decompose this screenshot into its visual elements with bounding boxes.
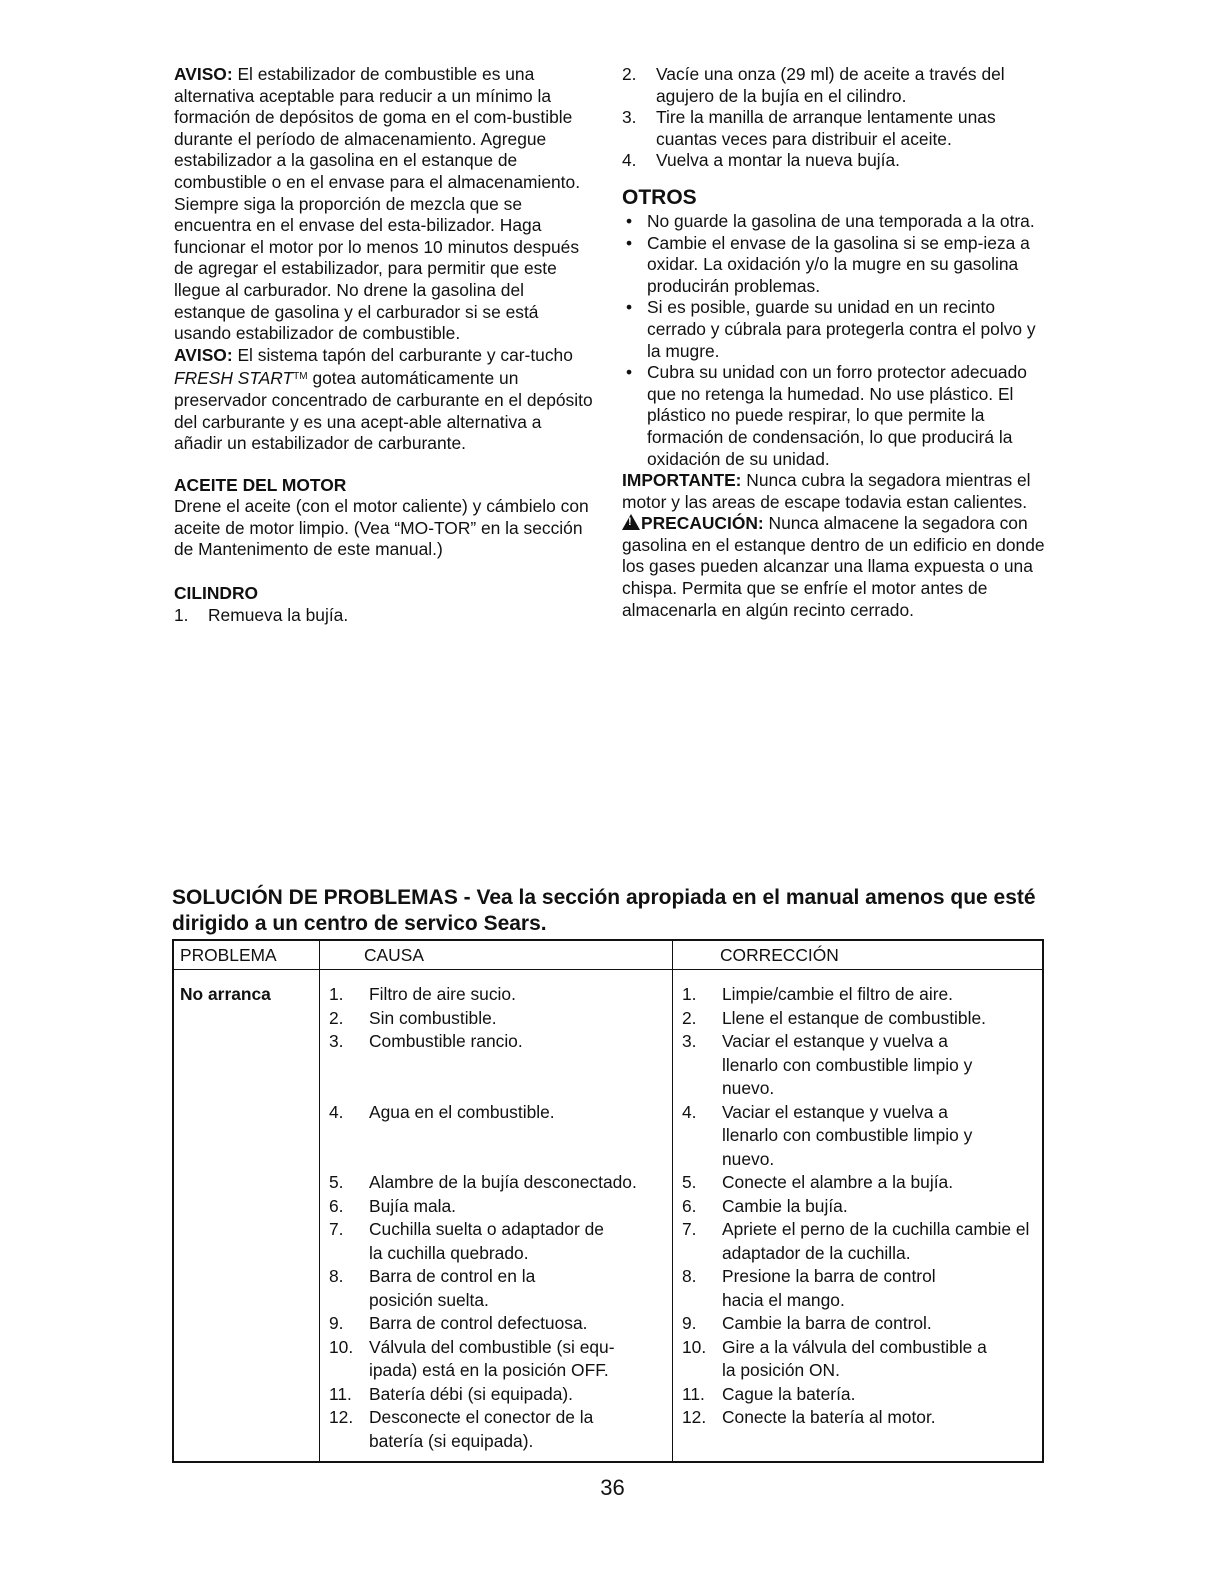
cause-item [329,1195,674,1219]
correction-item [682,1406,1042,1430]
bullet-item [622,233,1052,298]
list-text: Vacíe una onza (29 ml) de aceite a través del agujero de la bujía en el cilindro. [656,64,1005,106]
correction-text: Vaciar el estanque y vuelva a llenarlo con combustible limpio y nuevo. [722,1101,973,1169]
cause-text: Batería débi (si equipada). [369,1383,573,1404]
bullet-icon: • [626,210,633,231]
cause-number: 7. [329,1219,344,1239]
cause-item [329,1171,674,1195]
cause-item [329,1030,674,1101]
aceite-paragraph: Drene el aceite (con el motor caliente) y cámbielo con aceite de motor limpio. (Vea “MO-TOR” en la sección de Mantenimento de este manual.) [174,496,589,560]
correction-text: Gire a la válvula del combustible a la posición ON. [722,1336,987,1380]
correction-item [682,1101,1042,1172]
troubleshooting-title: SOLUCIÓN DE PROBLEMAS - Vea la sección apropiada en el manual amenos que esté dirigido a un centro de servico Sears. [172,886,1036,935]
list-number: 4. [622,150,637,171]
bullet-item [622,297,1052,362]
causes-cell [329,983,674,1453]
importante-label: IMPORTANTE: [622,470,742,491]
cause-text: Barra de control defectuosa. [369,1313,588,1333]
header-correccion: CORRECCIÓN [720,945,839,965]
correction-item [682,1195,1042,1219]
cause-item [329,1101,674,1172]
correction-item [682,983,1042,1007]
cause-number: 8. [329,1266,344,1286]
cause-item [329,1336,674,1383]
list-text: Tire la manilla de arranque lentamente unas cuantas veces para distribuir el aceite. [656,107,996,149]
cause-text: Combustible rancio. [369,1031,523,1051]
correction-text: Conecte la batería al motor. [722,1407,936,1427]
correction-number: 3. [682,1031,697,1051]
cause-number: 6. [329,1195,344,1216]
cause-number: 2. [329,1007,344,1028]
list-number: 1. [174,604,189,625]
correction-number: 1. [682,984,697,1004]
cause-item [329,1406,674,1453]
bullet-icon: • [626,232,633,253]
correction-number: 12. [682,1407,707,1427]
bullet-text: Si es posible, guarde su unidad en un recinto cerrado y cúbrala para protegerla contra el polvo y la mugre. [647,297,1036,361]
aviso-label: AVISO: [174,64,233,84]
correction-item [682,1383,1042,1407]
bullet-item [622,211,1052,233]
correction-text: Cambie la barra de control. [722,1313,932,1333]
aviso-stabilizer-paragraph [174,64,594,345]
importante-text: Nunca cubra la segadora mientras el motor y las areas de escape todavia estan calientes. [622,470,1031,512]
cause-text: Filtro de aire sucio. [369,984,516,1004]
cause-item [329,1312,674,1336]
cause-number: 10. [329,1336,354,1357]
correction-number: 2. [682,1007,697,1028]
header-divider [174,969,1042,970]
precaucion-label: PRECAUCIÓN: [641,513,764,534]
cause-text: Desconecte el conector de la batería (si equipada). [369,1407,594,1451]
list-number: 2. [622,64,637,84]
bullet-item [622,362,1052,470]
cause-number: 11. [329,1383,352,1404]
correction-number: 6. [682,1195,697,1216]
cause-item [329,1218,674,1265]
correction-item [682,1336,1042,1383]
cause-text: Alambre de la bujía desconectado. [369,1172,637,1192]
list-text: Vuelva a montar la nueva bujía. [656,150,900,171]
warning-triangle-icon [622,514,640,530]
correction-item [682,1171,1042,1195]
right-column [622,64,1052,621]
list-item [622,64,1052,107]
cause-number: 3. [329,1031,344,1051]
list-text: Remueva la bujía. [208,604,349,625]
importante-paragraph [622,470,1052,513]
correction-number: 4. [682,1101,697,1122]
precaucion-paragraph [622,513,1052,621]
cause-text: Cuchilla suelta o adaptador de la cuchilla quebrado. [369,1219,604,1263]
aviso-text: El estabilizador de combustible es una alternativa aceptable para reducir a un mínimo la formación de depósitos de goma en el com-bustible durante el período de almacenamiento. Agregue estabilizador a la gasolina en el estanque de combustible o en el envase para el almacenamiento. Siempre siga la proporción de mezcla que se encuentra en el envase del esta-bilizador. Haga funcionar el motor por lo menos 10 minutos después de agregar el estabilizador, para permitir que este llegue al carburador. No drene la gasolina del estanque de gasolina y el carburador si se está usando estabilizador de combustible. [174,64,581,344]
list-item [174,605,594,627]
aviso-text: gotea automáticamente un preservador concentrado de carburante en el depósito del carburante y es una acept-able alternativa a añadir un estabilizador de carburante. [174,368,593,454]
correction-item [682,1007,1042,1031]
aviso-fresh-start-paragraph [174,345,594,455]
section-heading-aceite: ACEITE DEL MOTOR [174,474,347,495]
bullet-icon: • [626,297,633,318]
left-column [174,64,594,626]
problem-cell: No arranca [180,984,271,1004]
correction-number: 10. [682,1336,707,1357]
cause-item [329,983,674,1007]
precaucion-text: Nunca almacene la segadora con gasolina en el estanque dentro de un edificio en donde los gases pueden alcanzar una llama expuesta o una chispa. Permita que se enfríe el motor antes de almacenarla en algún recinto cerrado. [622,513,1045,620]
column-divider [319,941,320,1461]
correction-text: Apriete el perno de la cuchilla cambie el adaptador de la cuchilla. [722,1219,1030,1263]
list-item [622,150,1052,172]
cause-item [329,1383,674,1407]
bullet-text: Cubra su unidad con un forro protector adecuado que no retenga la humedad. No use plástico. El plástico no puede respirar, lo que permite la formación de condensación, lo que producirá la oxidación de su unidad. [647,362,1027,469]
cause-item [329,1265,674,1312]
correction-text: Presione la barra de control hacia el mango. [722,1266,936,1310]
correction-text: Conecte el alambre a la bujía. [722,1172,954,1192]
correction-number: 7. [682,1219,697,1239]
correction-text: Llene el estanque de combustible. [722,1007,986,1028]
correction-item [682,1312,1042,1336]
cause-text: Bujía mala. [369,1195,456,1216]
correction-item [682,1030,1042,1101]
correction-item [682,1265,1042,1312]
bullet-text: Cambie el envase de la gasolina si se emp-ieza a oxidar. La oxidación y/o la mugre en su gasolina producirán problemas. [647,232,1030,296]
cause-text: Válvula del combustible (si equ-ipada) está en la posición OFF. [369,1336,615,1380]
correction-text: Limpie/cambie el filtro de aire. [722,984,954,1004]
corrections-cell [682,983,1042,1430]
troubleshooting-table [172,939,1044,1463]
cause-number: 9. [329,1313,344,1333]
bullet-text: No guarde la gasolina de una temporada a la otra. [647,210,1035,231]
cause-number: 1. [329,984,344,1004]
aviso-label: AVISO: [174,344,233,365]
cause-item [329,1007,674,1031]
cause-text: Barra de control en la posición suelta. [369,1266,536,1310]
brand-name: FRESH START [174,368,294,389]
correction-text: Cague la batería. [722,1383,856,1404]
cause-text: Agua en el combustible. [369,1101,555,1122]
trademark-mark: TM [293,371,308,383]
bullet-icon: • [626,362,633,383]
correction-text: Vaciar el estanque y vuelva a llenarlo con combustible limpio y nuevo. [722,1031,973,1098]
aviso-text: El sistema tapón del carburante y car-tucho [232,344,573,365]
list-item [622,107,1052,150]
header-problema: PROBLEMA [180,945,277,965]
correction-number: 5. [682,1172,697,1192]
section-heading-otros: OTROS [622,185,697,209]
cause-number: 5. [329,1172,344,1192]
page-number: 36 [600,1475,625,1500]
cause-number: 4. [329,1101,344,1122]
header-causa: CAUSA [364,945,424,965]
correction-number: 9. [682,1313,697,1333]
section-heading-cilindro: CILINDRO [174,583,259,604]
correction-number: 8. [682,1266,697,1286]
correction-item [682,1218,1042,1265]
correction-text: Cambie la bujía. [722,1195,848,1216]
list-number: 3. [622,107,637,128]
cause-text: Sin combustible. [369,1007,497,1028]
cause-number: 12. [329,1407,354,1427]
correction-number: 11. [682,1383,705,1404]
